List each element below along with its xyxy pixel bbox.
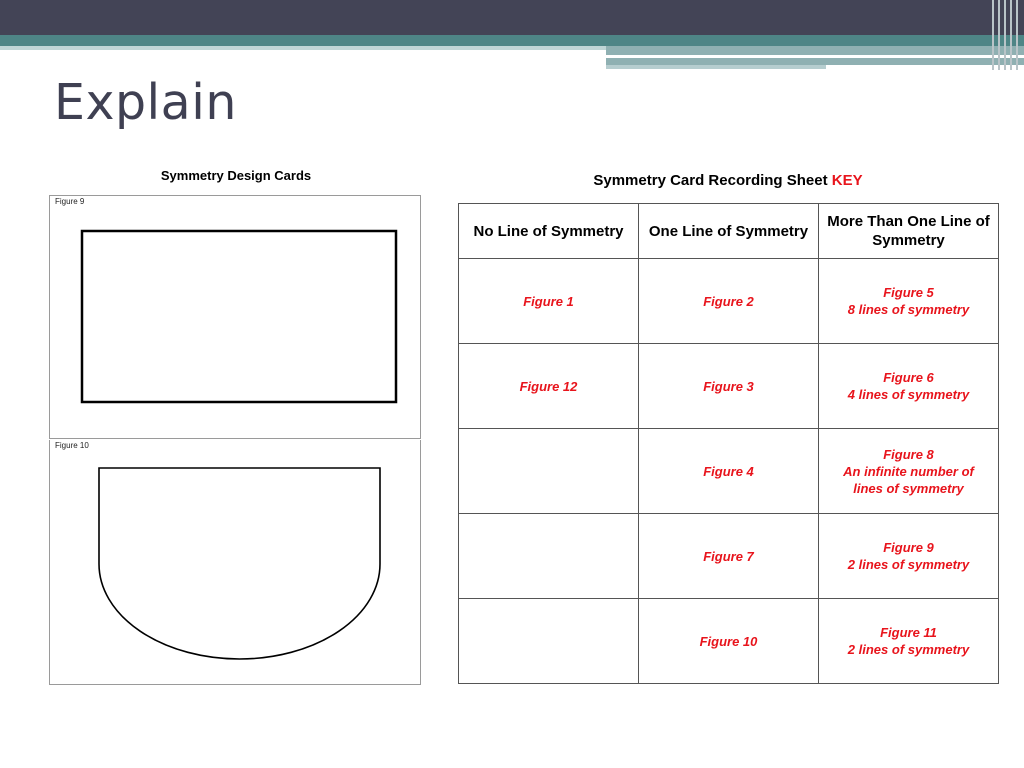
card-label: Figure 10	[55, 441, 89, 450]
cell-line: lines of symmetry	[853, 480, 964, 496]
header-accent-band-right	[606, 46, 1024, 55]
table-cell: Figure 12	[459, 344, 639, 429]
table-cell	[459, 599, 639, 684]
table-cell: Figure 7	[639, 514, 819, 599]
table-cell: Figure 10	[639, 599, 819, 684]
cell-line: Figure 11	[880, 625, 937, 640]
table-row	[459, 259, 999, 344]
cell-line: Figure 6	[883, 370, 934, 385]
table-cell	[459, 514, 639, 599]
header-bar	[0, 0, 1024, 35]
recording-sheet-heading	[458, 172, 998, 189]
cell-line: 2 lines of symmetry	[847, 557, 970, 572]
cell-line: 8 lines of symmetry	[847, 302, 970, 317]
table-cell	[459, 429, 639, 514]
design-card-figure-9	[49, 195, 421, 439]
table-cell	[819, 344, 999, 429]
table-cell	[819, 599, 999, 684]
column-header-no-line: No Line of Symmetry	[459, 204, 639, 259]
design-card-figure-10	[49, 440, 421, 685]
cell-line: Figure 9	[883, 540, 934, 555]
column-header-more-lines: More Than One Line of Symmetry	[819, 204, 999, 259]
semicircle-figure	[50, 440, 422, 685]
table-cell	[819, 429, 999, 514]
cards-heading: Symmetry Design Cards	[160, 168, 312, 183]
header-accent-band	[0, 35, 1024, 46]
heading-text: Symmetry Card Recording Sheet	[593, 172, 832, 189]
table-header-row	[459, 204, 999, 259]
table-cell	[819, 259, 999, 344]
key-label: KEY	[831, 172, 863, 189]
rectangle-figure	[50, 196, 422, 440]
recording-sheet-table	[458, 203, 999, 684]
card-label: Figure 9	[55, 197, 85, 206]
cell-line: 4 lines of symmetry	[847, 387, 970, 402]
table-cell: Figure 1	[459, 259, 639, 344]
table-cell: Figure 4	[639, 429, 819, 514]
table-row	[459, 514, 999, 599]
column-header-one-line: One Line of Symmetry	[639, 204, 819, 259]
header-accent-band-lower	[606, 58, 1024, 65]
header-accent-line	[0, 46, 606, 50]
table-row	[459, 344, 999, 429]
table-row	[459, 599, 999, 684]
header-accent-band-short	[606, 65, 826, 69]
table-cell: Figure 3	[639, 344, 819, 429]
cell-line: An infinite number of	[843, 463, 974, 479]
cell-line: Figure 5	[883, 285, 934, 300]
cell-line: 2 lines of symmetry	[847, 642, 970, 657]
table-cell: Figure 2	[639, 259, 819, 344]
table-cell	[819, 514, 999, 599]
table-row	[459, 429, 999, 514]
header-corner-stripes	[990, 0, 1024, 70]
slide-title: Explain	[54, 74, 237, 131]
cell-line: Figure 8	[883, 446, 934, 462]
